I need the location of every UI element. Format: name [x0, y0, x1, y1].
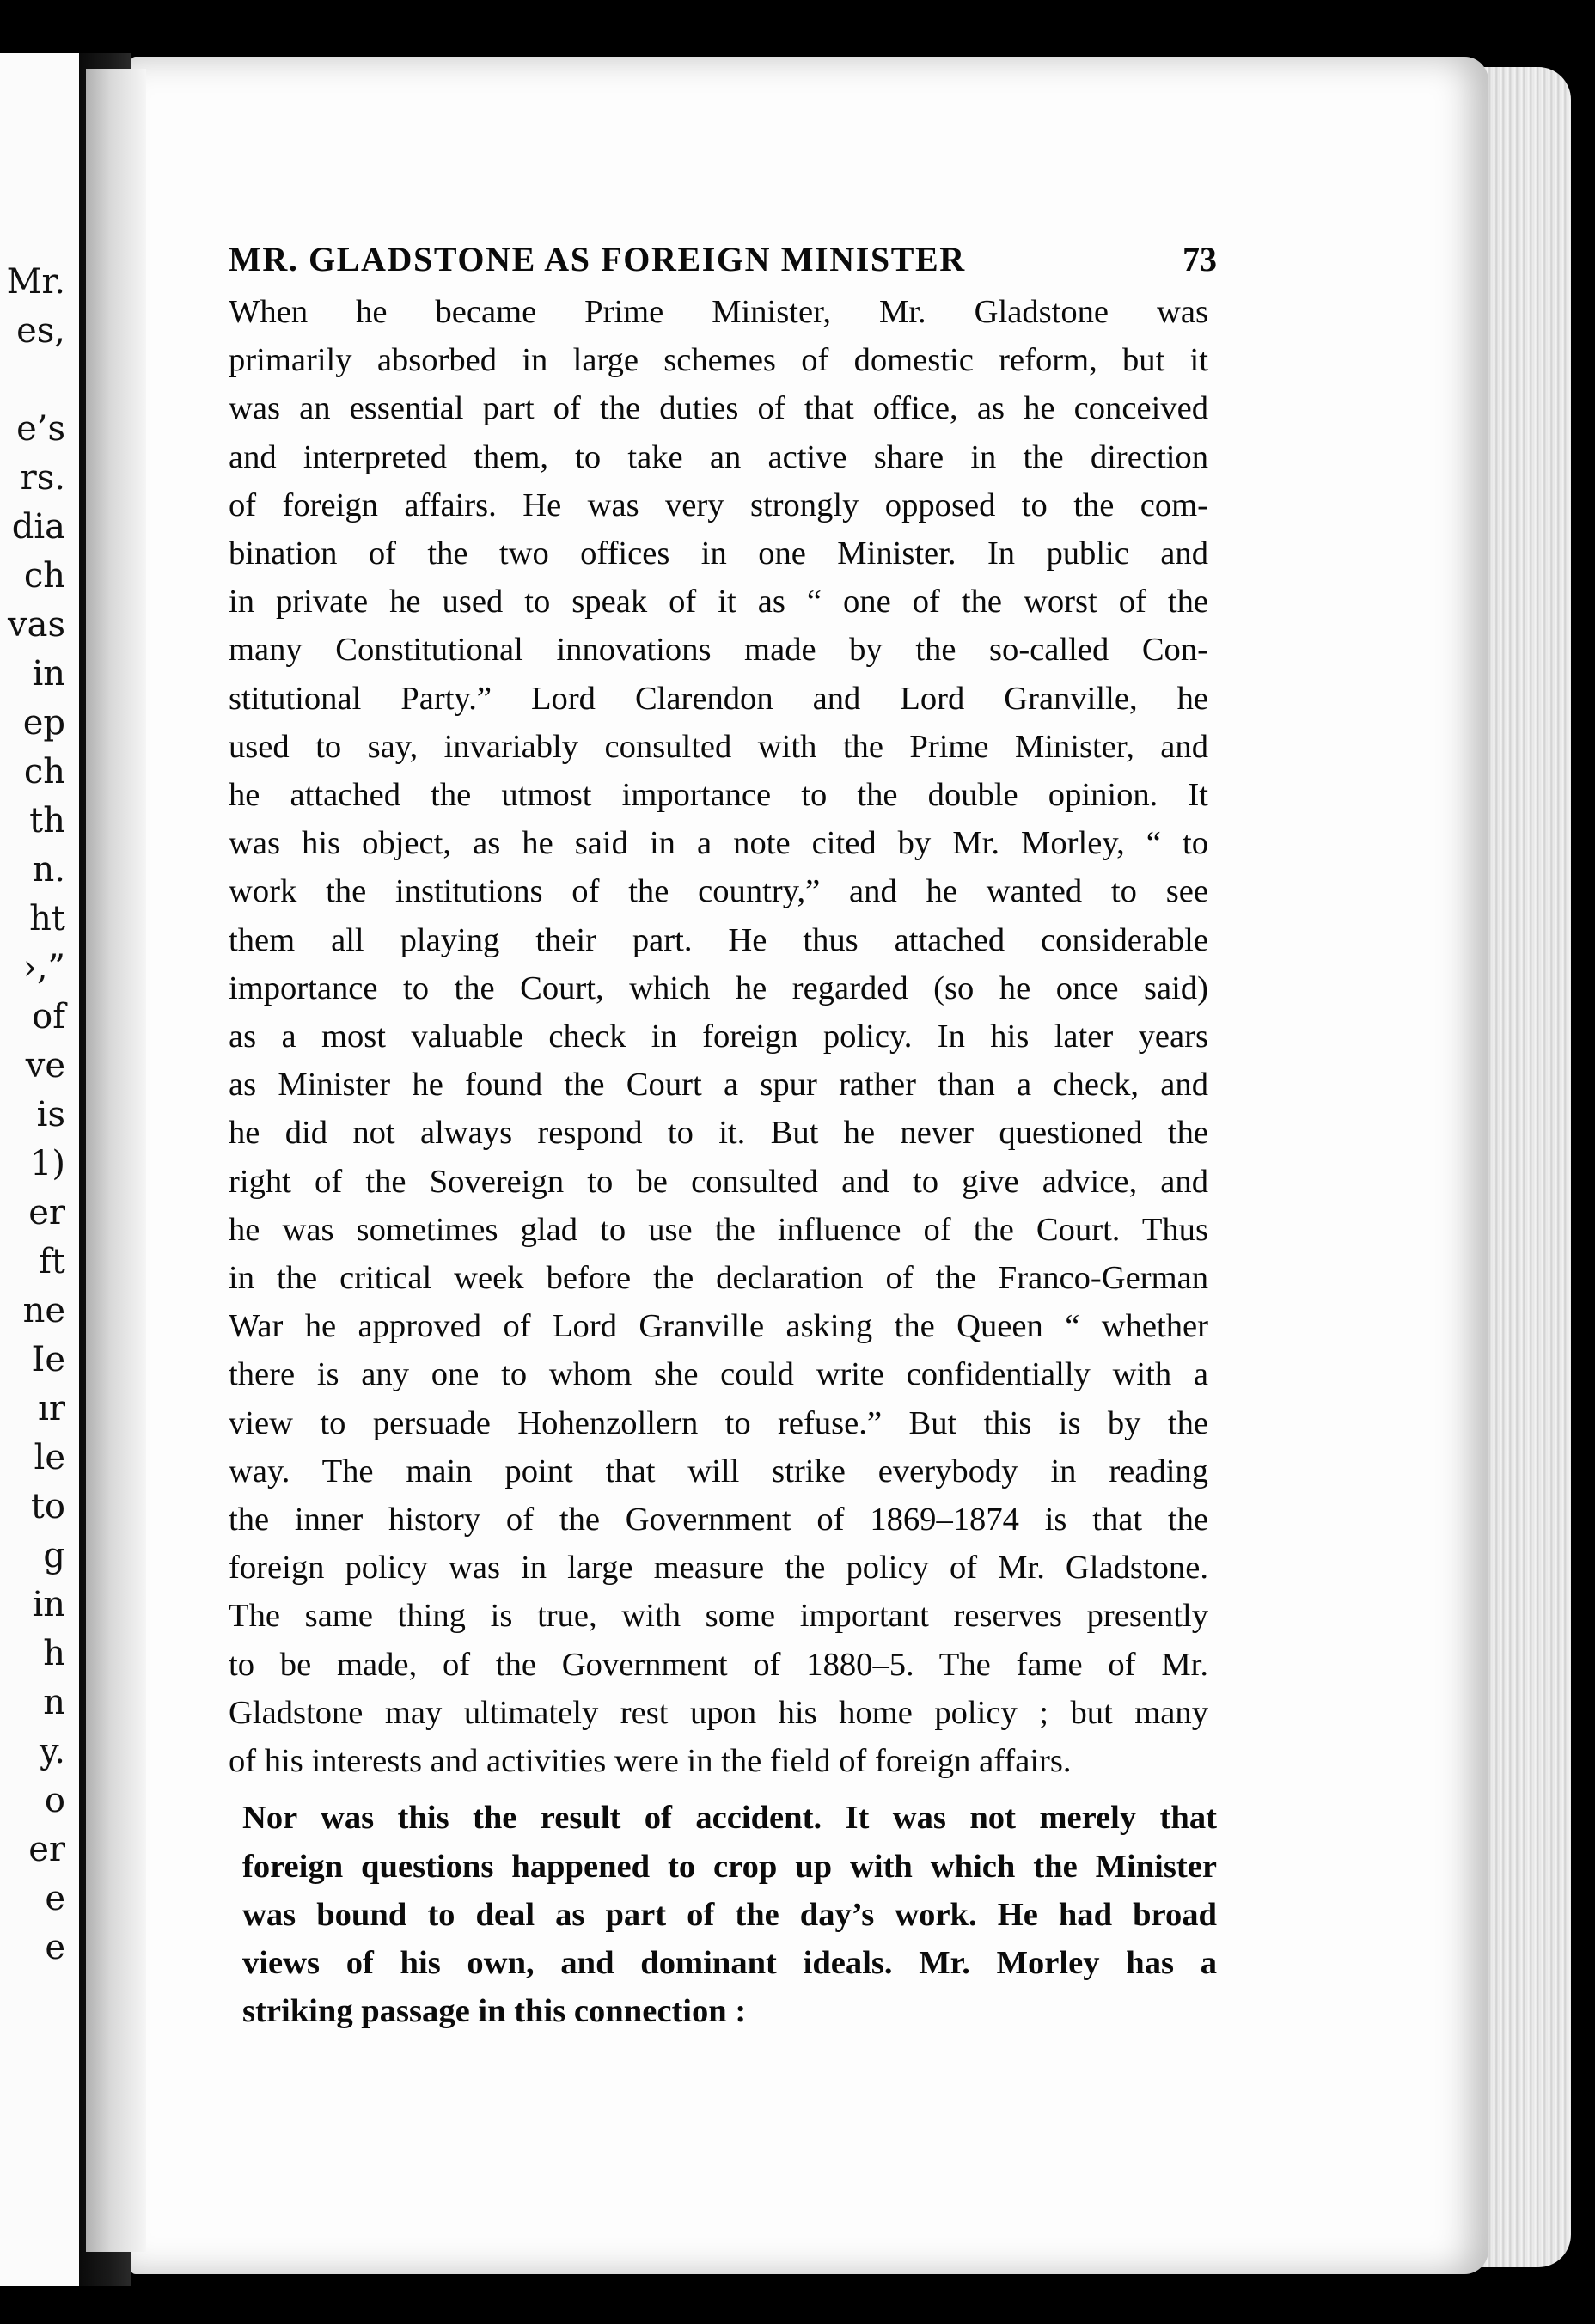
left-page-fragment: vas: [8, 605, 65, 645]
text-line: When he became Prime Minister, Mr. Gladstone was: [229, 294, 1208, 330]
left-page-fragment: th: [29, 801, 65, 841]
text-line: Nor was this the result of accident. It was not merely that: [242, 1800, 1217, 1837]
left-page-fragment: n.: [32, 850, 65, 890]
right-page: [131, 57, 1488, 2274]
left-page-text-fragments: [0, 258, 65, 1972]
left-page-fragment: of: [32, 997, 65, 1037]
left-page-fragment: er: [28, 1830, 65, 1869]
left-page-fragment: ır: [38, 1389, 65, 1428]
text-line: The same thing is true, with some important reserves presently: [229, 1598, 1208, 1635]
text-line: bination of the two offices in one Minister. In public and: [229, 535, 1208, 572]
page-edges: [1478, 67, 1571, 2267]
left-page-fragment: ch: [23, 752, 65, 792]
left-page-fragment: g: [43, 1536, 65, 1575]
text-line: of his interests and activities were in the field of foreign affairs.: [229, 1743, 1072, 1780]
left-page-fragment: 1): [29, 1144, 65, 1183]
text-line: in the critical week before the declaration of the Franco-German: [229, 1260, 1208, 1297]
text-line: right of the Sovereign to be consulted and to give advice, and: [229, 1163, 1208, 1200]
left-page-fragment: y.: [40, 1732, 65, 1771]
paragraph-2: [242, 1794, 1217, 2035]
left-page-fragment: ne: [22, 1291, 65, 1330]
page-body: [182, 186, 1217, 2035]
text-line: he was sometimes glad to use the influence of the Court. Thus: [229, 1211, 1208, 1248]
left-page-fragment: dia: [11, 507, 65, 547]
left-page-fragment: es,: [16, 311, 65, 351]
left-facing-page: [0, 53, 79, 2286]
paragraph-1: [229, 288, 1208, 1785]
left-page-fragment: Ie: [31, 1340, 65, 1379]
left-page-fragment: e’s: [16, 409, 65, 449]
text-line: the inner history of the Government of 1869–1874 is that the: [229, 1501, 1208, 1538]
left-page-fragment: ep: [22, 703, 65, 743]
text-line: he attached the utmost importance to the double opinion. It: [229, 777, 1208, 814]
left-page-fragment: in: [32, 654, 65, 694]
left-page-fragment: in: [32, 1585, 65, 1624]
left-page-fragment: er: [28, 1193, 65, 1232]
text-line: was an essential part of the duties of that office, as he conceived: [229, 390, 1208, 427]
text-line: foreign questions happened to crop up with which the Minister: [242, 1848, 1217, 1885]
left-page-fragment: n: [43, 1683, 65, 1722]
text-line: way. The main point that will strike everybody in reading: [229, 1452, 1208, 1489]
text-line: there is any one to whom she could write confidentially with a: [229, 1356, 1208, 1393]
text-line: he did not always respond to it. But he never questioned the: [229, 1115, 1208, 1152]
left-page-fragment: le: [34, 1438, 65, 1477]
text-line: Gladstone may ultimately rest upon his home policy ; but many: [229, 1694, 1208, 1731]
text-line: of foreign affairs. He was very strongly opposed to the com-: [229, 486, 1208, 523]
left-page-fragment: h: [43, 1634, 65, 1673]
left-page-fragment: Mr.: [6, 262, 65, 302]
text-line: to be made, of the Government of 1880–5. The fame of Mr.: [229, 1646, 1208, 1683]
text-line: in private he used to speak of it as “ one of the worst of the: [229, 584, 1208, 621]
left-page-fragment: rs.: [20, 458, 65, 498]
text-line: was bound to deal as part of the day’s work. He had broad: [242, 1896, 1217, 1933]
left-page-fragment: e: [45, 1879, 65, 1918]
text-line: view to persuade Hohenzollern to refuse.” But this is by the: [229, 1404, 1208, 1441]
running-head-title: MR. GLADSTONE AS FOREIGN MINISTER: [229, 240, 966, 278]
text-line: used to say, invariably consulted with the Prime Minister, and: [229, 728, 1208, 765]
left-page-fragment: ft: [39, 1242, 65, 1281]
text-line: was his object, as he said in a note cited by Mr. Morley, “ to: [229, 825, 1208, 862]
text-line: as Minister he found the Court a spur rather than a check, and: [229, 1067, 1208, 1104]
text-line: War he approved of Lord Granville asking the Queen “ whether: [229, 1308, 1208, 1345]
page-number: 73: [1182, 240, 1217, 278]
left-page-fragment: [0, 356, 65, 405]
text-line: stitutional Party.” Lord Clarendon and Lord Granville, he: [229, 680, 1208, 717]
text-line: striking passage in this connection :: [242, 1993, 747, 2030]
text-line: many Constitutional innovations made by the so-called Con-: [229, 632, 1208, 669]
left-page-fragment: ch: [23, 556, 65, 596]
text-line: importance to the Court, which he regarded (so he once said): [229, 969, 1208, 1006]
left-page-fragment: to: [30, 1487, 65, 1526]
text-line: primarily absorbed in large schemes of domestic reform, but it: [229, 342, 1208, 379]
running-head: [229, 239, 1217, 279]
text-line: views of his own, and dominant ideals. Mr. Morley has a: [242, 1944, 1217, 1981]
left-page-fragment: ve: [25, 1046, 65, 1086]
left-page-fragment: o: [44, 1781, 65, 1820]
gutter-shadow: [86, 69, 146, 2252]
text-line: as a most valuable check in foreign policy. In his later years: [229, 1018, 1208, 1055]
text-line: them all playing their part. He thus attached considerable: [229, 921, 1208, 958]
left-page-fragment: e: [45, 1928, 65, 1967]
left-page-fragment: ›,”: [22, 948, 65, 988]
left-page-fragment: ht: [29, 899, 65, 939]
text-line: foreign policy was in large measure the policy of Mr. Gladstone.: [229, 1550, 1208, 1587]
left-page-fragment: is: [36, 1095, 65, 1134]
text-line: and interpreted them, to take an active share in the direction: [229, 438, 1208, 475]
text-line: work the institutions of the country,” and he wanted to see: [229, 873, 1208, 910]
